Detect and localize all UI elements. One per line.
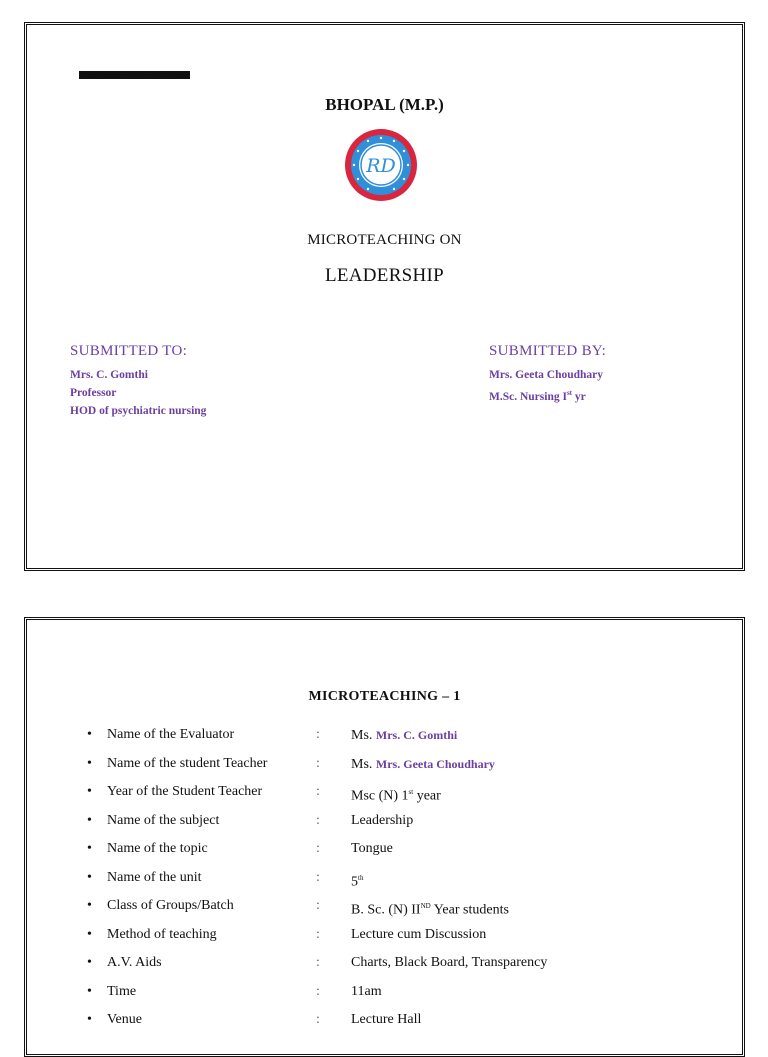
submitted-to-department: HOD of psychiatric nursing <box>70 405 207 417</box>
detail-row <box>87 812 707 841</box>
detail-row <box>87 1011 707 1040</box>
detail-label: Time <box>107 983 137 999</box>
college-city: BHOPAL (M.P.) <box>325 95 444 114</box>
detail-colon: : <box>316 784 320 799</box>
topic-intro: MICROTEACHING ON <box>307 232 462 248</box>
detail-row <box>87 869 707 898</box>
bullet-icon: • <box>87 755 92 771</box>
detail-value: Ms. Mrs. C. Gomthi <box>351 728 458 743</box>
detail-colon: : <box>316 812 320 828</box>
bullet-icon: • <box>87 983 92 999</box>
detail-value: 5th <box>351 873 364 890</box>
detail-list <box>87 726 707 1040</box>
detail-value: Ms. Mrs. Geeta Choudhary <box>351 756 495 772</box>
detail-colon: : <box>316 983 320 999</box>
bullet-icon: • <box>87 812 92 828</box>
detail-colon: : <box>316 898 320 913</box>
detail-colon: : <box>316 869 320 885</box>
detail-row <box>87 954 707 983</box>
bullet-icon: • <box>87 784 92 799</box>
sheet-title: MICROTEACHING – 1 <box>308 689 461 704</box>
submitted-to-name: Mrs. C. Gomthi <box>70 369 148 381</box>
detail-label: Name of the unit <box>107 869 202 885</box>
detail-colon: : <box>316 727 320 742</box>
bullet-icon: • <box>87 1012 92 1027</box>
detail-label: Name of the subject <box>107 812 220 828</box>
detail-value: B. Sc. (N) IIND Year students <box>351 902 509 918</box>
detail-label: Name of the topic <box>107 841 208 856</box>
bullet-icon: • <box>87 926 92 942</box>
detail-value: 11am <box>351 983 382 999</box>
detail-value: Tongue <box>351 841 393 856</box>
detail-value: Lecture cum Discussion <box>351 926 487 942</box>
detail-row <box>87 726 707 755</box>
detail-row <box>87 926 707 955</box>
detail-row <box>87 840 707 869</box>
submitted-by-course: M.Sc. Nursing Ist yr <box>489 389 586 403</box>
detail-label: Name of the student Teacher <box>107 755 268 771</box>
bullet-icon: • <box>87 898 92 913</box>
detail-row <box>87 783 707 812</box>
details-page <box>24 617 745 1057</box>
detail-value: Msc (N) 1st year <box>351 788 441 804</box>
cover-page <box>24 22 745 571</box>
detail-colon: : <box>316 841 320 856</box>
submitted-to-heading: SUBMITTED TO: <box>70 343 188 359</box>
detail-row <box>87 755 707 784</box>
detail-value: Lecture Hall <box>351 1012 422 1027</box>
bullet-icon: • <box>87 841 92 856</box>
detail-label: Name of the Evaluator <box>107 727 235 742</box>
topic-title: LEADERSHIP <box>324 265 445 286</box>
detail-row <box>87 897 707 926</box>
detail-value: Leadership <box>351 812 414 828</box>
detail-label: Class of Groups/Batch <box>107 898 234 913</box>
submitted-by-name: Mrs. Geeta Choudhary <box>489 369 604 381</box>
detail-colon: : <box>316 955 320 970</box>
detail-colon: : <box>316 755 320 771</box>
bullet-icon: • <box>87 869 92 885</box>
detail-colon: : <box>316 926 320 942</box>
logo-monogram: RD <box>366 155 396 177</box>
submitted-to-block <box>70 343 206 420</box>
detail-colon: : <box>316 1012 320 1027</box>
bullet-icon: • <box>87 955 92 970</box>
detail-value: Charts, Black Board, Transparency <box>351 955 548 970</box>
detail-label: Venue <box>107 1012 142 1027</box>
detail-label: Method of teaching <box>107 926 217 942</box>
college-seal-icon <box>343 127 419 203</box>
detail-label: Year of the Student Teacher <box>107 784 263 799</box>
college-name: RD MEMORIAL COLLEGE OF NURSING <box>81 72 188 78</box>
detail-label: A.V. Aids <box>107 955 162 970</box>
submitted-by-heading: SUBMITTED BY: <box>489 343 607 359</box>
submitted-to-designation: Professor <box>70 387 117 399</box>
submitted-by-block <box>489 343 606 406</box>
detail-row <box>87 983 707 1012</box>
bullet-icon: • <box>87 727 92 742</box>
